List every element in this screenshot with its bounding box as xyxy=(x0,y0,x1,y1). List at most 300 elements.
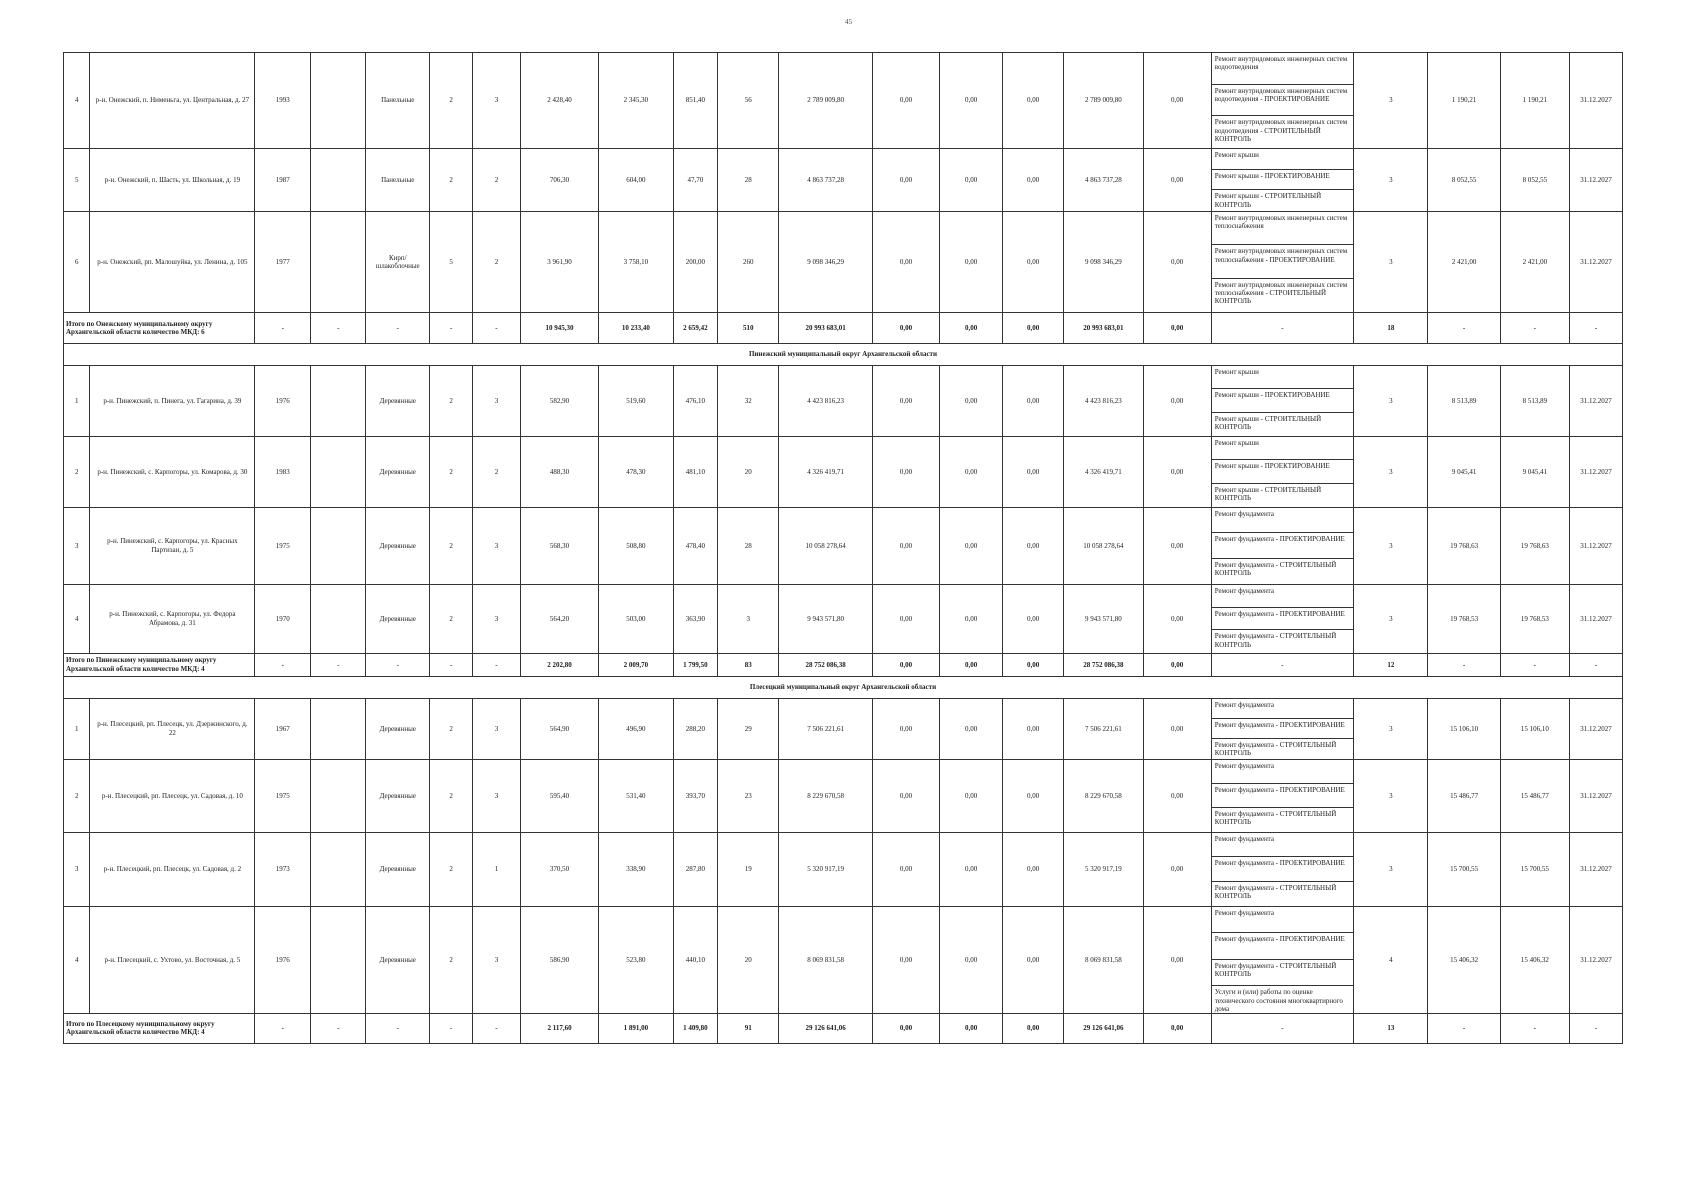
total-residents: 510 xyxy=(718,312,779,343)
cell-price1: 15 406,32 xyxy=(1428,906,1500,1013)
placeholder-dash: - xyxy=(1569,1013,1622,1043)
cell-price2: 19 768,63 xyxy=(1500,507,1569,584)
cell-price2: 15 106,10 xyxy=(1500,698,1569,759)
works-cell xyxy=(1211,698,1353,759)
cell-price2: 8 513,89 xyxy=(1500,365,1569,436)
register-table xyxy=(63,52,1623,1044)
work-item: Ремонт фундамента - СТРОИТЕЛЬНЫЙ КОНТРОЛЬ xyxy=(1212,960,1353,987)
cell-count: 3 xyxy=(1354,759,1428,832)
cell-price1: 19 768,53 xyxy=(1428,584,1500,653)
cell-fund1: 0,00 xyxy=(872,211,939,312)
cell-cost-total: 10 058 278,64 xyxy=(779,507,873,584)
placeholder-dash: - xyxy=(473,312,521,343)
cell-residents: 32 xyxy=(718,365,779,436)
work-item: Ремонт внутридомовых инженерных систем водоотведения - СТРОИТЕЛЬНЫЙ КОНТРОЛЬ xyxy=(1214,118,1348,144)
cell-residents: 20 xyxy=(718,906,779,1013)
work-item: Ремонт крыши - ПРОЕКТИРОВАНИЕ xyxy=(1212,460,1353,483)
cell-material: Деревянные xyxy=(366,365,430,436)
cell-entrances: 3 xyxy=(473,584,521,653)
cell-fund-owners: 2 789 009,80 xyxy=(1064,53,1143,149)
cell-cost-total: 8 229 670,58 xyxy=(779,759,873,832)
row-number: 4 xyxy=(64,584,90,653)
cell-floors: 2 xyxy=(430,906,473,1013)
cell-year: 1977 xyxy=(255,211,311,312)
cell-area-living: 503,00 xyxy=(599,584,673,653)
total-fund-owners: 28 752 086,38 xyxy=(1064,653,1143,676)
cell-price2: 9 045,41 xyxy=(1500,436,1569,507)
cell-fund1: 0,00 xyxy=(872,148,939,211)
cell-fund-other: 0,00 xyxy=(1143,211,1211,312)
work-item: Ремонт фундамента - ПРОЕКТИРОВАНИЕ xyxy=(1212,857,1353,881)
cell-date: 31.12.2027 xyxy=(1569,53,1622,149)
cell-fund2: 0,00 xyxy=(940,436,1003,507)
cell-cost-total: 4 423 816,23 xyxy=(779,365,873,436)
cell-area-total: 706,30 xyxy=(520,148,598,211)
table-row xyxy=(64,832,1623,906)
table-row xyxy=(64,211,1623,312)
total-fund3: 0,00 xyxy=(1003,653,1064,676)
section-title: Пинежский муниципальный округ Архангельской области xyxy=(64,343,1623,365)
placeholder-dash: - xyxy=(430,653,473,676)
work-item: Ремонт крыши xyxy=(1212,366,1353,389)
placeholder-dash: - xyxy=(1500,1013,1569,1043)
row-number: 6 xyxy=(64,211,90,312)
placeholder-dash: - xyxy=(311,312,366,343)
total-area-living: 2 009,70 xyxy=(599,653,673,676)
works-cell xyxy=(1211,832,1353,906)
address-cell: р-н. Пинежский, п. Пинега, ул. Гагарина, д. 39 xyxy=(90,365,255,436)
cell-entrances: 3 xyxy=(473,365,521,436)
cell-entrances: 3 xyxy=(473,507,521,584)
cell-residents: 19 xyxy=(718,832,779,906)
row-number: 2 xyxy=(64,436,90,507)
cell-fund3: 0,00 xyxy=(1003,507,1064,584)
cell-residents: 20 xyxy=(718,436,779,507)
placeholder-dash: - xyxy=(311,653,366,676)
cell-material: Деревянные xyxy=(366,832,430,906)
cell-area-living2: 481,10 xyxy=(673,436,718,507)
total-fund1: 0,00 xyxy=(872,653,939,676)
total-count: 13 xyxy=(1354,1013,1428,1043)
cell-year: 1975 xyxy=(255,759,311,832)
cell-fund3: 0,00 xyxy=(1003,584,1064,653)
page-number: 45 xyxy=(845,18,852,26)
cell-count: 3 xyxy=(1354,365,1428,436)
work-item: Ремонт фундамента - ПРОЕКТИРОВАНИЕ xyxy=(1212,608,1353,631)
total-area-living2: 2 659,42 xyxy=(673,312,718,343)
total-area-living2: 1 799,50 xyxy=(673,653,718,676)
total-residents: 83 xyxy=(718,653,779,676)
table-row xyxy=(64,365,1623,436)
cell-fund1: 0,00 xyxy=(872,698,939,759)
cell-area-living: 508,80 xyxy=(599,507,673,584)
work-item: Ремонт внутридомовых инженерных систем водоотведения - ПРОЕКТИРОВАНИЕ xyxy=(1212,85,1353,117)
works-cell xyxy=(1211,584,1353,653)
cell-floors: 2 xyxy=(430,148,473,211)
placeholder-dash: - xyxy=(311,1013,366,1043)
cell-col4 xyxy=(311,53,366,149)
cell-area-living: 2 345,30 xyxy=(599,53,673,149)
cell-area-living2: 200,00 xyxy=(673,211,718,312)
cell-col4 xyxy=(311,211,366,312)
placeholder-dash: - xyxy=(1500,653,1569,676)
cell-fund3: 0,00 xyxy=(1003,436,1064,507)
works-cell xyxy=(1211,759,1353,832)
cell-count: 3 xyxy=(1354,436,1428,507)
cell-year: 1976 xyxy=(255,906,311,1013)
works-cell xyxy=(1211,148,1353,211)
total-fund-other: 0,00 xyxy=(1143,1013,1211,1043)
cell-floors: 2 xyxy=(430,584,473,653)
address-cell: р-н. Онежский, п. Нименьга, ул. Центральная, д. 27 xyxy=(90,53,255,149)
cell-price2: 15 406,32 xyxy=(1500,906,1569,1013)
cell-fund-owners: 4 863 737,28 xyxy=(1064,148,1143,211)
cell-date: 31.12.2027 xyxy=(1569,436,1622,507)
cell-fund-other: 0,00 xyxy=(1143,832,1211,906)
placeholder-dash: - xyxy=(255,312,311,343)
total-count: 12 xyxy=(1354,653,1428,676)
row-number: 4 xyxy=(64,906,90,1013)
cell-area-total: 586,90 xyxy=(520,906,598,1013)
cell-entrances: 3 xyxy=(473,53,521,149)
cell-date: 31.12.2027 xyxy=(1569,906,1622,1013)
row-number: 1 xyxy=(64,698,90,759)
cell-floors: 2 xyxy=(430,698,473,759)
cell-count: 3 xyxy=(1354,584,1428,653)
address-cell: р-н. Плесецкий, рп. Плесецк, ул. Садовая, д. 10 xyxy=(90,759,255,832)
total-fund-owners: 29 126 641,06 xyxy=(1064,1013,1143,1043)
cell-cost-total: 7 506 221,61 xyxy=(779,698,873,759)
cell-price1: 15 106,10 xyxy=(1428,698,1500,759)
placeholder-dash: - xyxy=(366,1013,430,1043)
placeholder-dash: - xyxy=(366,653,430,676)
total-area-living: 1 891,00 xyxy=(599,1013,673,1043)
cell-price1: 1 190,21 xyxy=(1428,53,1500,149)
total-cost-total: 29 126 641,06 xyxy=(779,1013,873,1043)
cell-date: 31.12.2027 xyxy=(1569,507,1622,584)
cell-residents: 260 xyxy=(718,211,779,312)
cell-fund-owners: 4 326 419,71 xyxy=(1064,436,1143,507)
address-cell: р-н. Пинежский, с. Карпогоры, ул. Комарова, д. 30 xyxy=(90,436,255,507)
row-number: 3 xyxy=(64,832,90,906)
cell-fund2: 0,00 xyxy=(940,832,1003,906)
cell-entrances: 3 xyxy=(473,698,521,759)
work-item: Ремонт фундамента xyxy=(1212,699,1353,719)
address-cell: р-н. Плесецкий, рп. Плесецк, ул. Дзержинского, д. 22 xyxy=(90,698,255,759)
cell-fund-other: 0,00 xyxy=(1143,698,1211,759)
cell-fund-owners: 10 058 278,64 xyxy=(1064,507,1143,584)
work-item: Услуги и (или) работы по оценке технического состояния многоквартирного дома xyxy=(1214,988,1343,1013)
cell-fund1: 0,00 xyxy=(872,365,939,436)
cell-price1: 15 486,77 xyxy=(1428,759,1500,832)
table-row xyxy=(64,436,1623,507)
cell-cost-total: 2 789 009,80 xyxy=(779,53,873,149)
cell-fund-other: 0,00 xyxy=(1143,507,1211,584)
cell-residents: 29 xyxy=(718,698,779,759)
work-item: Ремонт фундамента xyxy=(1212,833,1353,857)
total-row xyxy=(64,653,1623,676)
work-item: Ремонт фундамента - ПРОЕКТИРОВАНИЕ xyxy=(1212,933,1353,960)
cell-col4 xyxy=(311,584,366,653)
cell-fund3: 0,00 xyxy=(1003,906,1064,1013)
cell-count: 3 xyxy=(1354,832,1428,906)
placeholder-dash: - xyxy=(1211,653,1353,676)
total-fund1: 0,00 xyxy=(872,1013,939,1043)
placeholder-dash: - xyxy=(1211,312,1353,343)
row-number: 2 xyxy=(64,759,90,832)
placeholder-dash: - xyxy=(1569,653,1622,676)
total-label: Итого по Пинежскому муниципальному округу Архангельской области количество МКД: 4 xyxy=(64,653,255,676)
work-item: Ремонт крыши - ПРОЕКТИРОВАНИЕ xyxy=(1212,170,1353,191)
work-item: Ремонт фундамента - ПРОЕКТИРОВАНИЕ xyxy=(1212,719,1353,739)
cell-fund1: 0,00 xyxy=(872,53,939,149)
address-cell: р-н. Онежский, рп. Малошуйка, ул. Ленина, д. 105 xyxy=(90,211,255,312)
placeholder-dash: - xyxy=(1569,312,1622,343)
table-row xyxy=(64,759,1623,832)
cell-price2: 15 700,55 xyxy=(1500,832,1569,906)
row-number: 4 xyxy=(64,53,90,149)
cell-year: 1976 xyxy=(255,365,311,436)
cell-fund-other: 0,00 xyxy=(1143,906,1211,1013)
cell-area-living: 338,90 xyxy=(599,832,673,906)
cell-price2: 2 421,00 xyxy=(1500,211,1569,312)
cell-count: 3 xyxy=(1354,698,1428,759)
row-number: 5 xyxy=(64,148,90,211)
cell-fund2: 0,00 xyxy=(940,53,1003,149)
cell-fund3: 0,00 xyxy=(1003,698,1064,759)
total-fund-other: 0,00 xyxy=(1143,653,1211,676)
cell-fund3: 0,00 xyxy=(1003,211,1064,312)
cell-entrances: 2 xyxy=(473,211,521,312)
cell-area-total: 582,90 xyxy=(520,365,598,436)
cell-area-living: 604,00 xyxy=(599,148,673,211)
cell-floors: 2 xyxy=(430,365,473,436)
total-fund2: 0,00 xyxy=(940,1013,1003,1043)
placeholder-dash: - xyxy=(366,312,430,343)
cell-material: Деревянные xyxy=(366,507,430,584)
cell-fund-owners: 4 423 816,23 xyxy=(1064,365,1143,436)
cell-fund3: 0,00 xyxy=(1003,53,1064,149)
cell-area-living2: 478,40 xyxy=(673,507,718,584)
cell-fund-other: 0,00 xyxy=(1143,365,1211,436)
section-header-row xyxy=(64,343,1623,365)
work-item: Ремонт крыши - ПРОЕКТИРОВАНИЕ xyxy=(1212,389,1353,412)
placeholder-dash: - xyxy=(1500,312,1569,343)
cell-price1: 2 421,00 xyxy=(1428,211,1500,312)
cell-area-living: 3 758,10 xyxy=(599,211,673,312)
cell-entrances: 3 xyxy=(473,759,521,832)
cell-fund3: 0,00 xyxy=(1003,759,1064,832)
cell-entrances: 3 xyxy=(473,906,521,1013)
cell-col4 xyxy=(311,906,366,1013)
total-area-living: 10 233,40 xyxy=(599,312,673,343)
placeholder-dash: - xyxy=(430,312,473,343)
cell-year: 1970 xyxy=(255,584,311,653)
cell-price2: 8 052,55 xyxy=(1500,148,1569,211)
work-item: Ремонт фундамента - СТРОИТЕЛЬНЫЙ КОНТРОЛЬ xyxy=(1214,809,1337,827)
work-item: Ремонт крыши - СТРОИТЕЛЬНЫЙ КОНТРОЛЬ xyxy=(1214,485,1322,502)
cell-date: 31.12.2027 xyxy=(1569,211,1622,312)
cell-fund-other: 0,00 xyxy=(1143,148,1211,211)
row-number: 3 xyxy=(64,507,90,584)
table-row xyxy=(64,148,1623,211)
work-item: Ремонт фундамента - СТРОИТЕЛЬНЫЙ КОНТРОЛЬ xyxy=(1214,883,1337,900)
cell-fund1: 0,00 xyxy=(872,832,939,906)
work-item: Ремонт крыши - СТРОИТЕЛЬНЫЙ КОНТРОЛЬ xyxy=(1214,414,1322,431)
placeholder-dash: - xyxy=(1428,1013,1500,1043)
cell-fund2: 0,00 xyxy=(940,698,1003,759)
cell-fund2: 0,00 xyxy=(940,759,1003,832)
cell-cost-total: 5 320 917,19 xyxy=(779,832,873,906)
row-number: 1 xyxy=(64,365,90,436)
cell-date: 31.12.2027 xyxy=(1569,759,1622,832)
cell-fund1: 0,00 xyxy=(872,906,939,1013)
cell-fund-owners: 7 506 221,61 xyxy=(1064,698,1143,759)
work-item: Ремонт фундамента - ПРОЕКТИРОВАНИЕ xyxy=(1212,533,1353,558)
cell-date: 31.12.2027 xyxy=(1569,832,1622,906)
total-cost-total: 20 993 683,01 xyxy=(779,312,873,343)
cell-area-living: 519,60 xyxy=(599,365,673,436)
cell-fund1: 0,00 xyxy=(872,584,939,653)
section-header-row xyxy=(64,676,1623,698)
cell-area-total: 3 961,90 xyxy=(520,211,598,312)
total-area-total: 2 202,80 xyxy=(520,653,598,676)
cell-fund-other: 0,00 xyxy=(1143,584,1211,653)
cell-area-total: 370,50 xyxy=(520,832,598,906)
works-cell xyxy=(1211,211,1353,312)
cell-cost-total: 9 943 571,80 xyxy=(779,584,873,653)
total-fund-other: 0,00 xyxy=(1143,312,1211,343)
cell-area-living2: 288,20 xyxy=(673,698,718,759)
placeholder-dash: - xyxy=(1428,312,1500,343)
cell-date: 31.12.2027 xyxy=(1569,698,1622,759)
table-row xyxy=(64,507,1623,584)
cell-material: Деревянные xyxy=(366,584,430,653)
cell-material: Деревянные xyxy=(366,906,430,1013)
cell-residents: 28 xyxy=(718,507,779,584)
cell-area-living2: 851,40 xyxy=(673,53,718,149)
cell-fund2: 0,00 xyxy=(940,211,1003,312)
cell-cost-total: 4 863 737,28 xyxy=(779,148,873,211)
work-item: Ремонт крыши xyxy=(1212,437,1353,460)
total-row xyxy=(64,1013,1623,1043)
cell-fund-other: 0,00 xyxy=(1143,53,1211,149)
address-cell: р-н. Пинежский, с. Карпогоры, ул. Красных Партизан, д. 5 xyxy=(90,507,255,584)
cell-fund-owners: 5 320 917,19 xyxy=(1064,832,1143,906)
cell-area-living2: 393,70 xyxy=(673,759,718,832)
cell-col4 xyxy=(311,148,366,211)
placeholder-dash: - xyxy=(473,1013,521,1043)
cell-fund-other: 0,00 xyxy=(1143,759,1211,832)
cell-material: Деревянные xyxy=(366,759,430,832)
total-cost-total: 28 752 086,38 xyxy=(779,653,873,676)
table-row xyxy=(64,698,1623,759)
cell-floors: 2 xyxy=(430,759,473,832)
work-item: Ремонт фундамента - ПРОЕКТИРОВАНИЕ xyxy=(1212,784,1353,808)
cell-area-total: 488,30 xyxy=(520,436,598,507)
cell-area-living2: 47,70 xyxy=(673,148,718,211)
work-item: Ремонт фундамента xyxy=(1212,508,1353,533)
cell-fund-owners: 8 069 831,58 xyxy=(1064,906,1143,1013)
cell-price1: 9 045,41 xyxy=(1428,436,1500,507)
work-item: Ремонт внутридомовых инженерных систем теплоснабжения - СТРОИТЕЛЬНЫЙ КОНТРОЛЬ xyxy=(1214,280,1348,306)
cell-material: Деревянные xyxy=(366,436,430,507)
total-label: Итого по Онежскому муниципальному округу Архангельской области количество МКД: 6 xyxy=(64,312,255,343)
cell-fund3: 0,00 xyxy=(1003,365,1064,436)
cell-fund-owners: 9 098 346,29 xyxy=(1064,211,1143,312)
cell-count: 3 xyxy=(1354,53,1428,149)
works-cell xyxy=(1211,53,1353,149)
total-fund3: 0,00 xyxy=(1003,312,1064,343)
cell-count: 3 xyxy=(1354,211,1428,312)
total-count: 18 xyxy=(1354,312,1428,343)
placeholder-dash: - xyxy=(255,1013,311,1043)
cell-price1: 15 700,55 xyxy=(1428,832,1500,906)
works-cell xyxy=(1211,906,1353,1013)
table-row xyxy=(64,584,1623,653)
cell-area-total: 564,90 xyxy=(520,698,598,759)
address-cell: р-н. Пинежский, с. Карпогоры, ул. Федора Абрамова, д. 31 xyxy=(90,584,255,653)
cell-area-living: 531,40 xyxy=(599,759,673,832)
cell-count: 3 xyxy=(1354,148,1428,211)
work-item: Ремонт внутридомовых инженерных систем теплоснабжения - ПРОЕКТИРОВАНИЕ xyxy=(1212,245,1353,278)
cell-fund2: 0,00 xyxy=(940,148,1003,211)
cell-year: 1993 xyxy=(255,53,311,149)
cell-floors: 2 xyxy=(430,832,473,906)
cell-fund-owners: 8 229 670,58 xyxy=(1064,759,1143,832)
cell-fund1: 0,00 xyxy=(872,759,939,832)
cell-entrances: 1 xyxy=(473,832,521,906)
cell-col4 xyxy=(311,832,366,906)
cell-fund1: 0,00 xyxy=(872,507,939,584)
cell-year: 1973 xyxy=(255,832,311,906)
cell-material: Кирп/ шлакоблочные xyxy=(366,211,430,312)
cell-col4 xyxy=(311,698,366,759)
cell-fund2: 0,00 xyxy=(940,584,1003,653)
cell-date: 31.12.2027 xyxy=(1569,584,1622,653)
cell-year: 1975 xyxy=(255,507,311,584)
total-area-living2: 1 409,80 xyxy=(673,1013,718,1043)
cell-fund2: 0,00 xyxy=(940,507,1003,584)
section-title: Плесецкий муниципальный округ Архангельской области xyxy=(64,676,1623,698)
cell-date: 31.12.2027 xyxy=(1569,148,1622,211)
total-fund3: 0,00 xyxy=(1003,1013,1064,1043)
cell-col4 xyxy=(311,507,366,584)
cell-col4 xyxy=(311,759,366,832)
cell-col4 xyxy=(311,365,366,436)
cell-cost-total: 9 098 346,29 xyxy=(779,211,873,312)
placeholder-dash: - xyxy=(1211,1013,1353,1043)
cell-fund-owners: 9 943 571,80 xyxy=(1064,584,1143,653)
cell-fund2: 0,00 xyxy=(940,906,1003,1013)
cell-price1: 8 513,89 xyxy=(1428,365,1500,436)
total-fund2: 0,00 xyxy=(940,312,1003,343)
cell-cost-total: 4 326 419,71 xyxy=(779,436,873,507)
total-row xyxy=(64,312,1623,343)
cell-residents: 56 xyxy=(718,53,779,149)
total-area-total: 2 117,60 xyxy=(520,1013,598,1043)
total-area-total: 10 945,30 xyxy=(520,312,598,343)
cell-floors: 2 xyxy=(430,507,473,584)
cell-col4 xyxy=(311,436,366,507)
address-cell: р-н. Плесецкий, с. Ухтово, ул. Восточная, д. 5 xyxy=(90,906,255,1013)
cell-floors: 5 xyxy=(430,211,473,312)
cell-price2: 19 768,53 xyxy=(1500,584,1569,653)
cell-floors: 2 xyxy=(430,53,473,149)
cell-area-total: 2 428,40 xyxy=(520,53,598,149)
cell-cost-total: 8 069 831,58 xyxy=(779,906,873,1013)
cell-fund1: 0,00 xyxy=(872,436,939,507)
